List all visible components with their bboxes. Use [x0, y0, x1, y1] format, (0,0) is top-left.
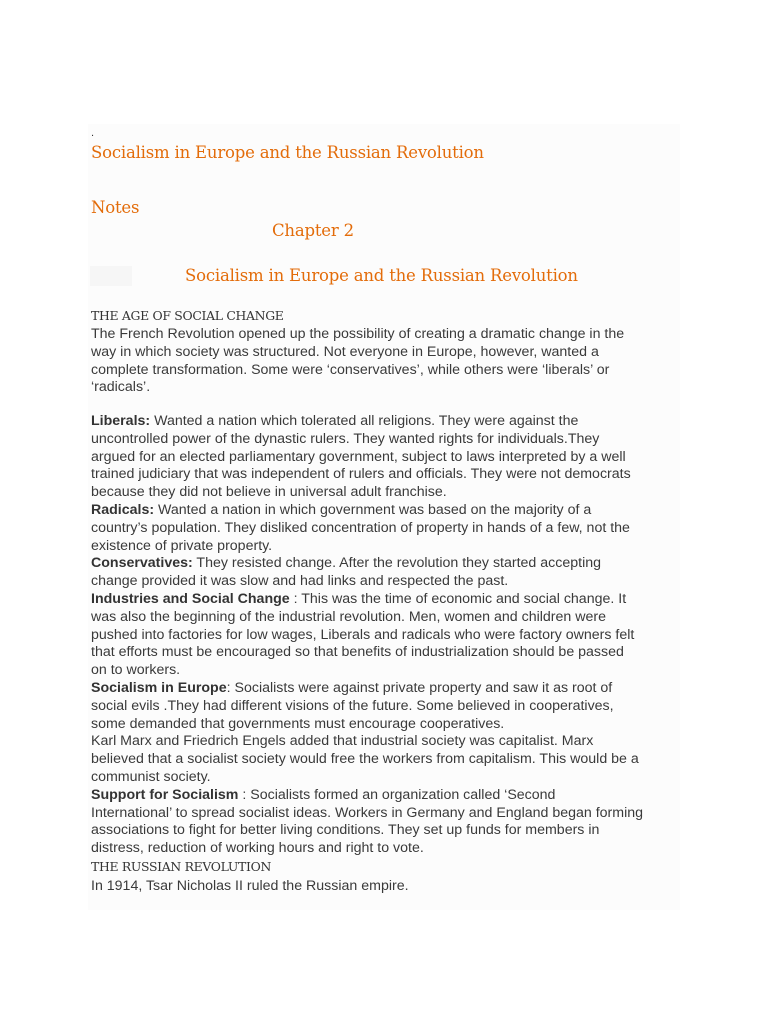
text-line: trained judiciary that was independent of rulers and officials. They were not democrats — [91, 466, 631, 483]
chapter-label: Chapter 2 — [272, 221, 354, 240]
text-line: some demanded that governments must encourage cooperatives. — [91, 715, 505, 732]
text-line: In 1914, Tsar Nicholas II ruled the Russian empire. — [91, 878, 409, 894]
text-line: uncontrolled power of the dynastic rulers. They wanted rights for individuals.They — [91, 430, 600, 447]
text-line: : This was the time of economic and social change. It — [289, 590, 627, 607]
text-line: The French Revolution opened up the possibility of creating a dramatic change in the — [91, 326, 625, 342]
text-line: ‘radicals’. — [91, 379, 151, 396]
document-title: Socialism in Europe and the Russian Revolution — [91, 143, 484, 162]
conservatives-line — [91, 555, 683, 573]
text-line: distress, reduction of working hours and right to vote. — [91, 840, 424, 857]
text-line: International’ to spread socialist ideas. Workers in Germany and England began forming — [91, 804, 644, 821]
text-line: Karl Marx and Friedrich Engels added that industrial society was capitalist. Marx — [91, 733, 594, 750]
liberals-line — [91, 413, 683, 431]
text-line: was also the beginning of the industrial revolution. Men, women and children were — [91, 608, 606, 625]
text-line: way in which society was structured. Not everyone in Europe, however, wanted a — [91, 343, 599, 360]
liberals-term: Liberals: — [91, 413, 151, 429]
text-line: country’s population. They disliked concentration of property in hands of a few, not the — [91, 519, 630, 536]
notes-label: Notes — [91, 198, 140, 217]
blank-box — [90, 266, 132, 286]
intro-paragraph — [91, 326, 683, 397]
support-term: Support for Socialism — [91, 786, 239, 803]
text-line: complete transformation. Some were ‘conservatives’, while others were ‘liberals’ or — [91, 361, 610, 378]
text-line: existence of private property. — [91, 537, 273, 554]
support-line — [91, 787, 683, 805]
text-line: : Socialists formed an organization called ‘Second — [238, 786, 556, 803]
socialism-line — [91, 680, 683, 698]
text-line: because they did not believe in universal adult franchise. — [91, 484, 447, 501]
text-line: change provided it was slow and had links and respected the past. — [91, 573, 509, 590]
text-line: Wanted a nation which tolerated all religions. They were against the — [150, 413, 579, 429]
text-line: pushed into factories for low wages, Liberals and radicals who were factory owners felt — [91, 626, 635, 643]
industries-line — [91, 591, 683, 609]
text-line: communist society. — [91, 768, 211, 785]
text-line: on to workers. — [91, 662, 181, 679]
radicals-line — [91, 502, 683, 520]
text-line: believed that a socialist society would free the workers from capitalism. This would be a — [91, 751, 639, 768]
text-line: They resisted change. After the revolution they started accepting — [192, 555, 601, 572]
text-line: associations to fight for better living conditions. They set up funds for members in — [91, 822, 600, 839]
stray-dot: . — [91, 127, 95, 139]
section-heading-age-of-social-change: THE AGE OF SOCIAL CHANGE — [91, 308, 284, 323]
text-line: social evils .They had different visions of the future. Some believed in cooperatives, — [91, 697, 614, 714]
socialism-term: Socialism in Europe — [91, 679, 227, 696]
conservatives-term: Conservatives: — [91, 555, 193, 572]
text-line: that efforts must be encouraged so that benefits of industrialization should be passed — [91, 644, 624, 661]
text-line: Wanted a nation in which government was based on the majority of a — [154, 501, 592, 518]
text-line: : Socialists were against private property and saw it as root of — [226, 679, 613, 696]
definitions-body — [91, 413, 683, 858]
radicals-term: Radicals: — [91, 501, 155, 518]
chapter-subtitle: Socialism in Europe and the Russian Revolution — [185, 266, 578, 285]
text-line: argued for an elected parliamentary government, subject to laws interpreted by a well — [91, 448, 626, 465]
russian-revolution-paragraph — [91, 878, 683, 896]
section-heading-russian-revolution: THE RUSSIAN REVOLUTION — [91, 859, 272, 874]
industries-term: Industries and Social Change — [91, 590, 290, 607]
